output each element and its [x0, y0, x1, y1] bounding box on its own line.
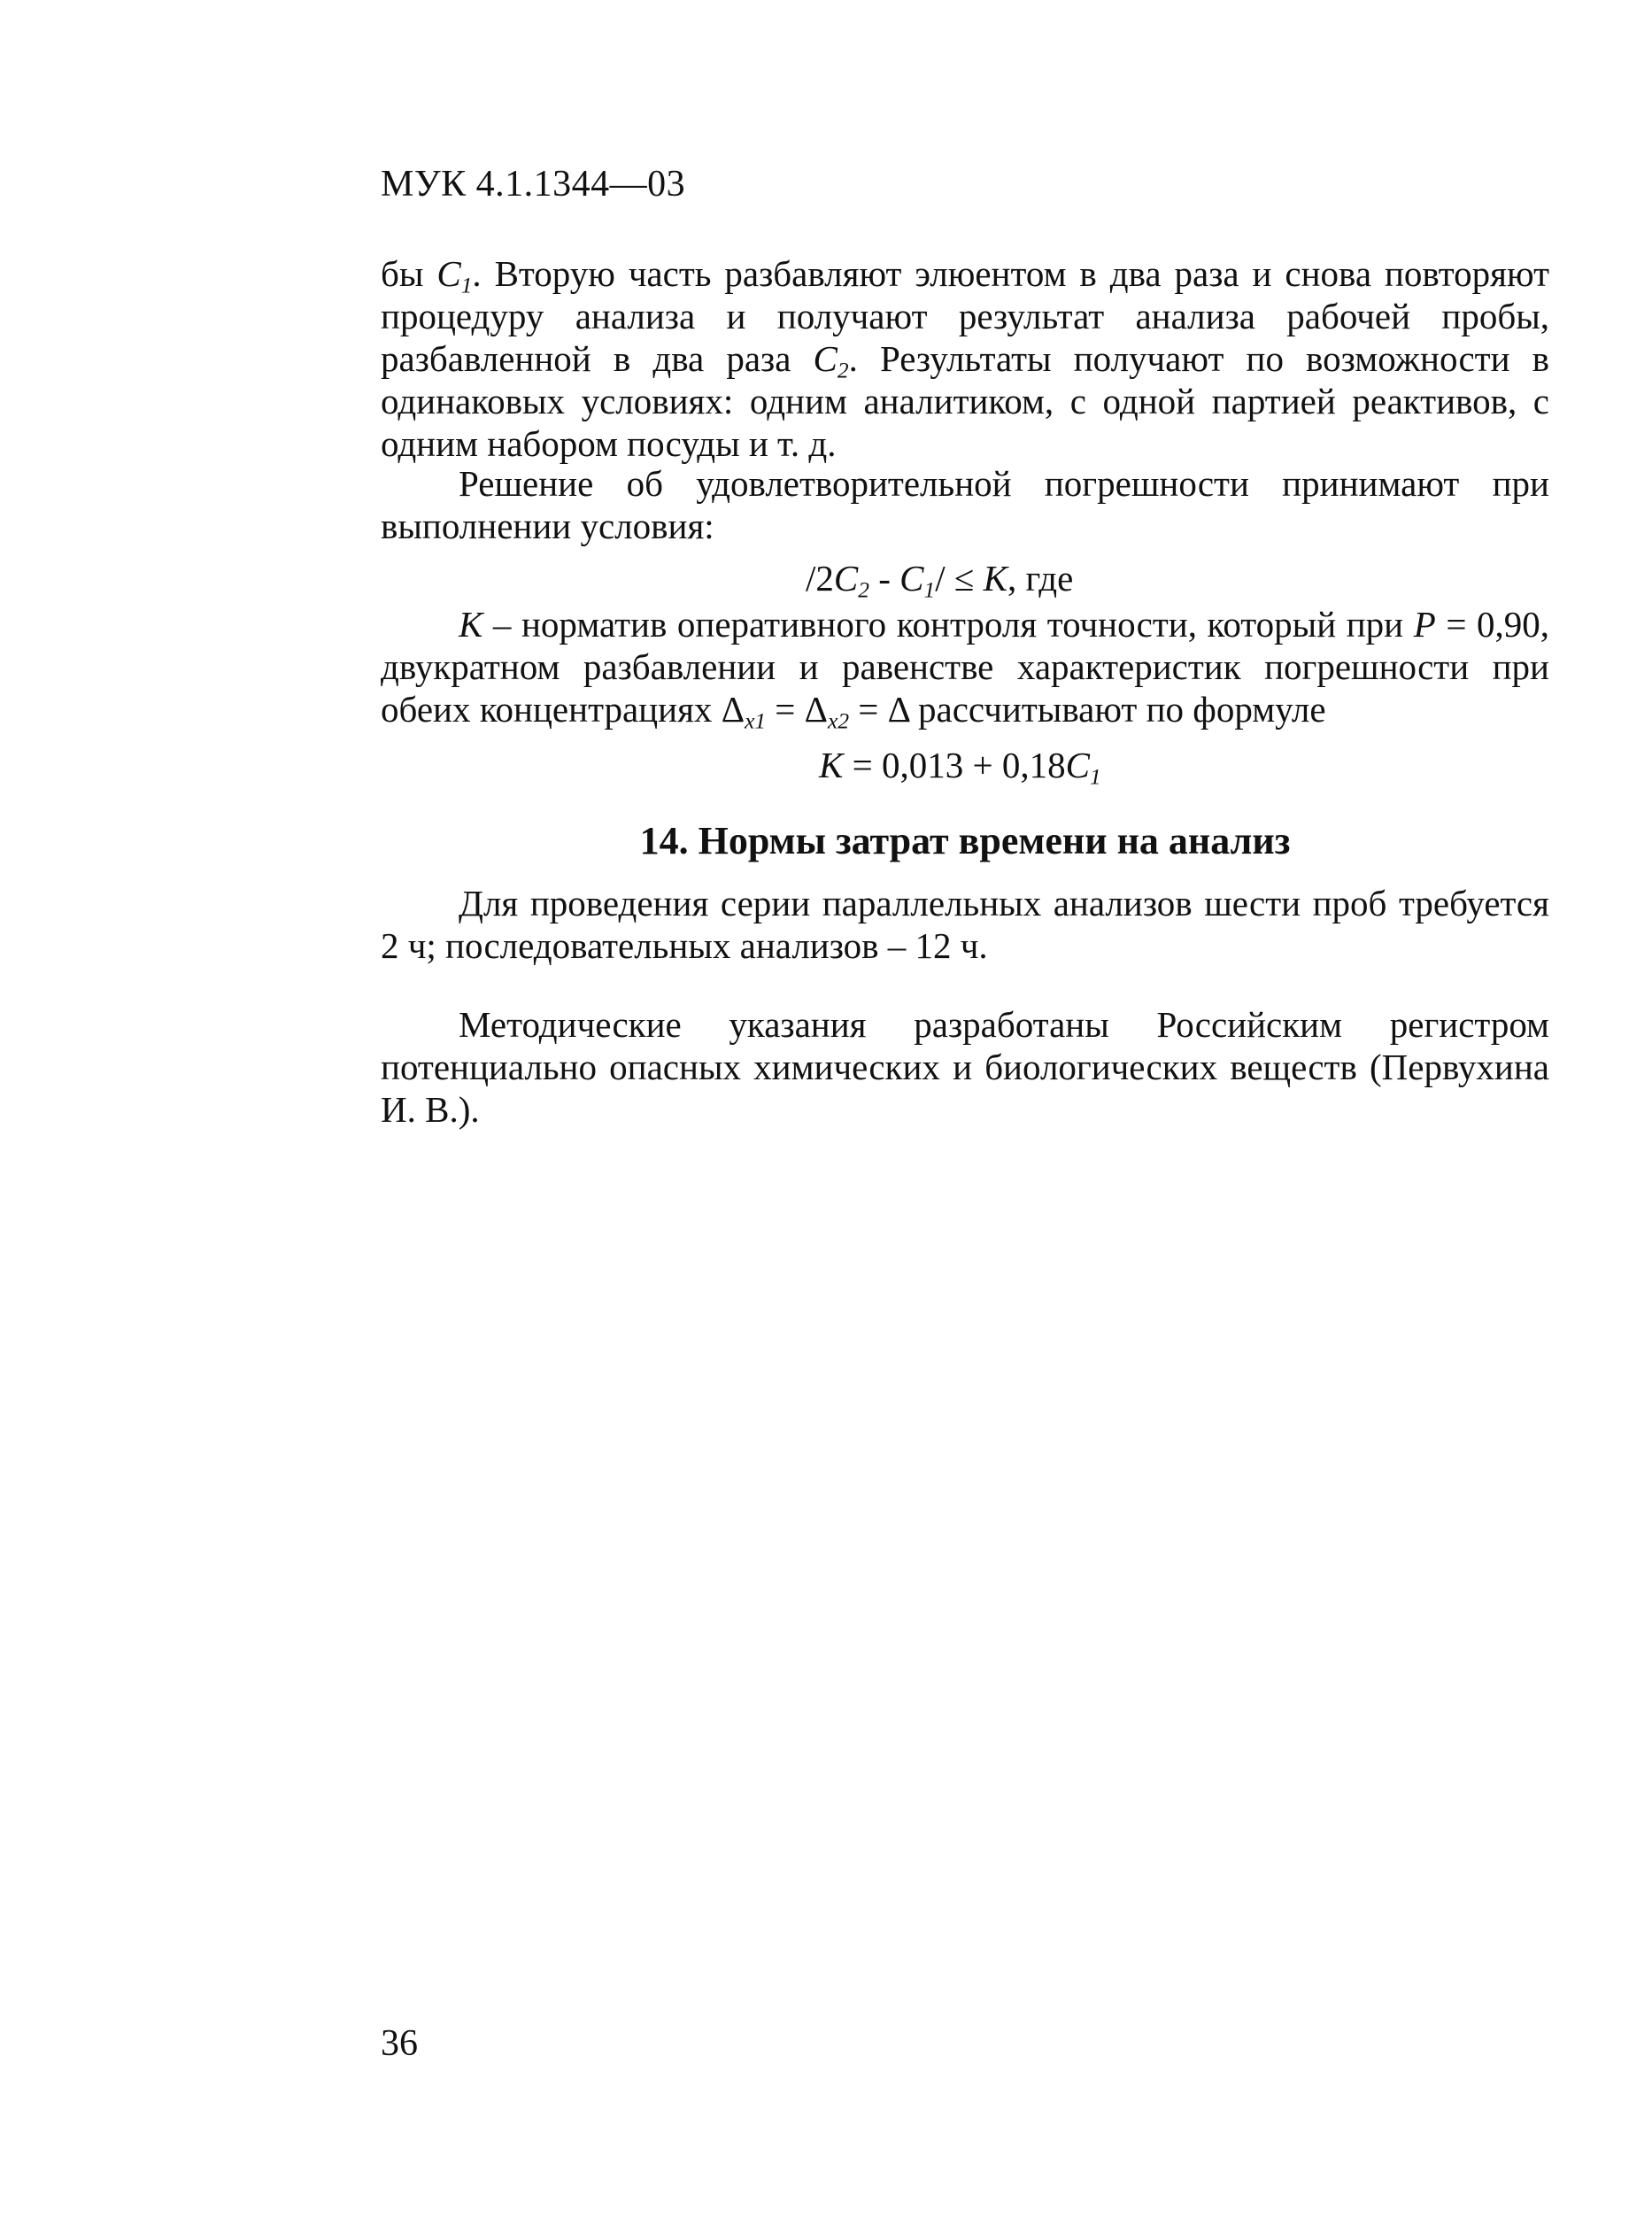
text-span: . Вторую часть разбавляют элюентом в два раза и снова повторяют процедуру анализа и получают результат анализа рабочей пробы, разбавленной в два раза: [381, 253, 1549, 379]
page-number: 36: [381, 2023, 418, 2064]
text-span: бы: [381, 253, 437, 294]
variable-k: K: [983, 558, 1007, 599]
text-span: = Δ: [849, 689, 919, 730]
variable-p: P: [1413, 604, 1436, 645]
formula-condition: [806, 557, 1074, 603]
variable-k: K: [819, 745, 844, 785]
subscript: x2: [828, 708, 850, 734]
formula-norm: [819, 744, 1101, 790]
subscript: 1: [1089, 764, 1101, 790]
paragraph-procedure: [381, 252, 1549, 465]
variable-k: K: [459, 604, 483, 645]
delta-symbol: Δ: [721, 689, 745, 730]
subscript: 1: [460, 273, 473, 298]
section-heading: 14. Нормы затрат времени на анализ: [639, 819, 1291, 862]
paragraph-time-norms: Для проведения серии параллельных анализов шести проб требуется 2 ч; последовательных анализов – 12 ч.: [381, 883, 1549, 966]
text-span: . Результаты получают по возможности в одинаковых условиях: одним аналитиком, с одной партией реактивов, с одним набором посуды и т. д.: [381, 338, 1549, 464]
subscript: 1: [923, 577, 936, 603]
formula-part: -: [868, 558, 900, 599]
paragraph-authorship: Методические указания разработаны Российским регистром потенциально опасных химических и биологических веществ (Первухина И. В.).: [381, 1004, 1549, 1130]
document-header: МУК 4.1.1344—03: [381, 164, 686, 205]
delta-symbol: Δ: [804, 689, 829, 730]
subscript: 2: [858, 577, 869, 603]
text-span: = 0,90, двукратном разбавлении и равенстве характеристик погрешности при обеих концентрациях: [381, 604, 1550, 730]
text-span: =: [766, 689, 805, 730]
text-span: рассчитывают по формуле: [918, 689, 1326, 730]
formula-part: = 0,013 + 0,18: [843, 745, 1066, 785]
variable-c: C: [899, 558, 924, 599]
formula-part: , где: [1007, 558, 1074, 599]
formula-part: / ≤: [935, 558, 984, 599]
paragraph-norm-definition: [381, 603, 1550, 734]
variable-c: C: [1065, 745, 1090, 785]
variable-c: C: [813, 338, 838, 379]
variable-c: C: [436, 253, 461, 294]
text-span: – норматив оперативного контроля точности, который при: [482, 604, 1414, 645]
formula-part: /2: [806, 558, 834, 599]
subscript: 2: [837, 358, 849, 383]
variable-c: C: [833, 558, 859, 599]
subscript: x1: [745, 708, 767, 734]
paragraph-decision: Решение об удовлетворительной погрешности принимают при выполнении условия:: [381, 463, 1549, 546]
